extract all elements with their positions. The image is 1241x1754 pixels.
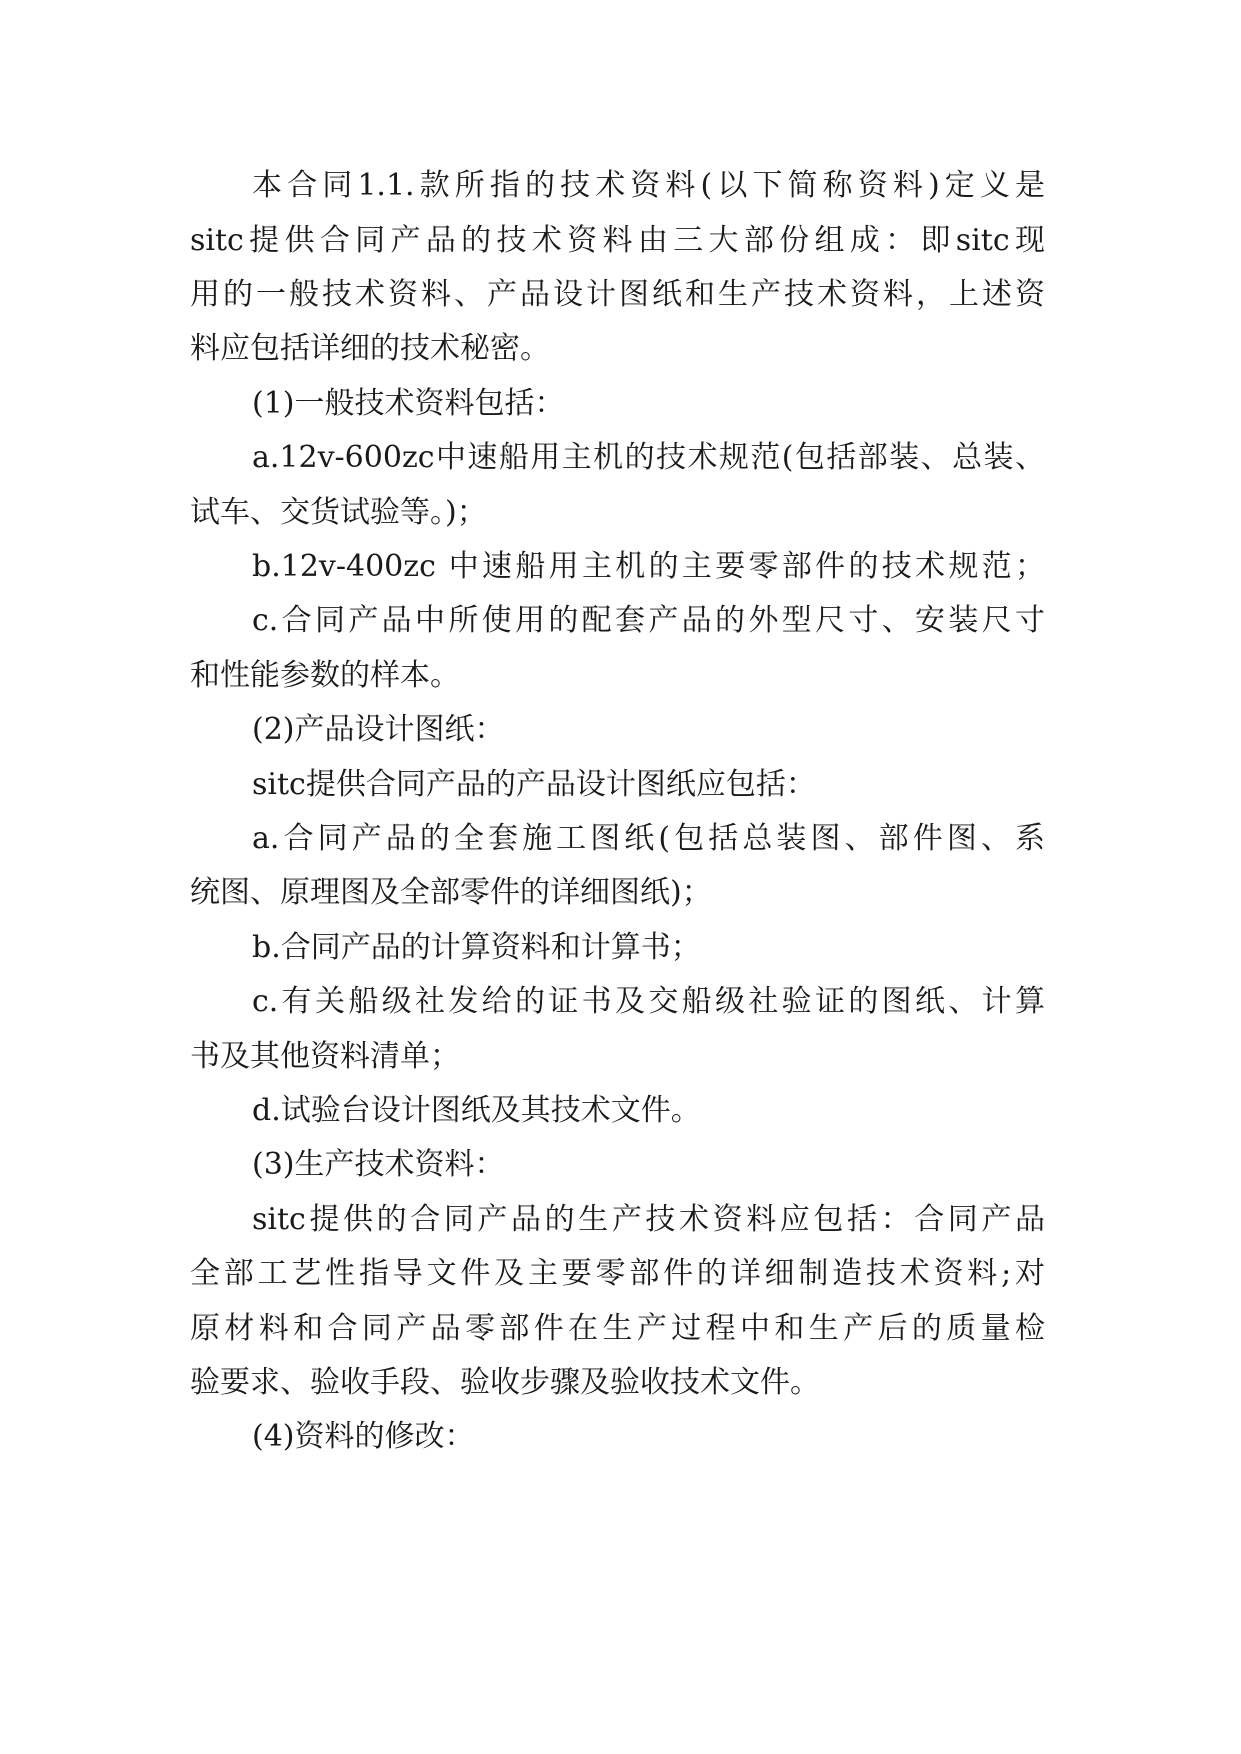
paragraph-line: 用的一般技术资料、产品设计图纸和生产技术资料，上述资 (190, 277, 1045, 312)
section-heading: (1)一般技术资料包括： (252, 386, 565, 421)
paragraph-line: 书及其他资料清单； (190, 1039, 460, 1074)
paragraph-line: c.有关船级社发给的证书及交船级社验证的图纸、计算 (252, 984, 1045, 1019)
paragraph-line: 试车、交货试验等。)； (190, 495, 487, 530)
section-heading: (4)资料的修改： (252, 1419, 475, 1454)
paragraph-line: a.合同产品的全套施工图纸(包括总装图、部件图、系 (252, 821, 1045, 856)
paragraph-line: b.合同产品的计算资料和计算书； (252, 930, 701, 965)
paragraph-line: sitc提供的合同产品的生产技术资料应包括：合同产品 (252, 1202, 1045, 1237)
paragraph-line: b.12v-400zc 中速船用主机的主要零部件的技术规范； (252, 549, 1045, 584)
paragraph-line: 统图、原理图及全部零件的详细图纸)； (190, 875, 712, 910)
section-heading: (2)产品设计图纸： (252, 712, 505, 747)
paragraph-line: 和性能参数的样本。 (190, 658, 460, 693)
paragraph-line: c.合同产品中所使用的配套产品的外型尺寸、安装尺寸 (252, 603, 1045, 638)
section-heading: (3)生产技术资料： (252, 1147, 505, 1182)
paragraph-line: sitc提供合同产品的产品设计图纸应包括： (252, 767, 816, 802)
paragraph-line: d.试验台设计图纸及其技术文件。 (252, 1093, 701, 1128)
paragraph-line: a.12v-600zc中速船用主机的技术规范(包括部装、总装、 (252, 440, 1045, 475)
paragraph-line: 验要求、验收手段、验收步骤及验收技术文件。 (190, 1365, 820, 1400)
paragraph-line: 原材料和合同产品零部件在生产过程中和生产后的质量检 (190, 1311, 1045, 1346)
paragraph-line: sitc提供合同产品的技术资料由三大部份组成：即sitc现 (190, 223, 1045, 258)
paragraph-line: 本合同1.1.款所指的技术资料(以下简称资料)定义是 (252, 168, 1045, 203)
paragraph-line: 料应包括详细的技术秘密。 (190, 331, 550, 366)
paragraph-line: 全部工艺性指导文件及主要零部件的详细制造技术资料;对 (190, 1256, 1045, 1291)
